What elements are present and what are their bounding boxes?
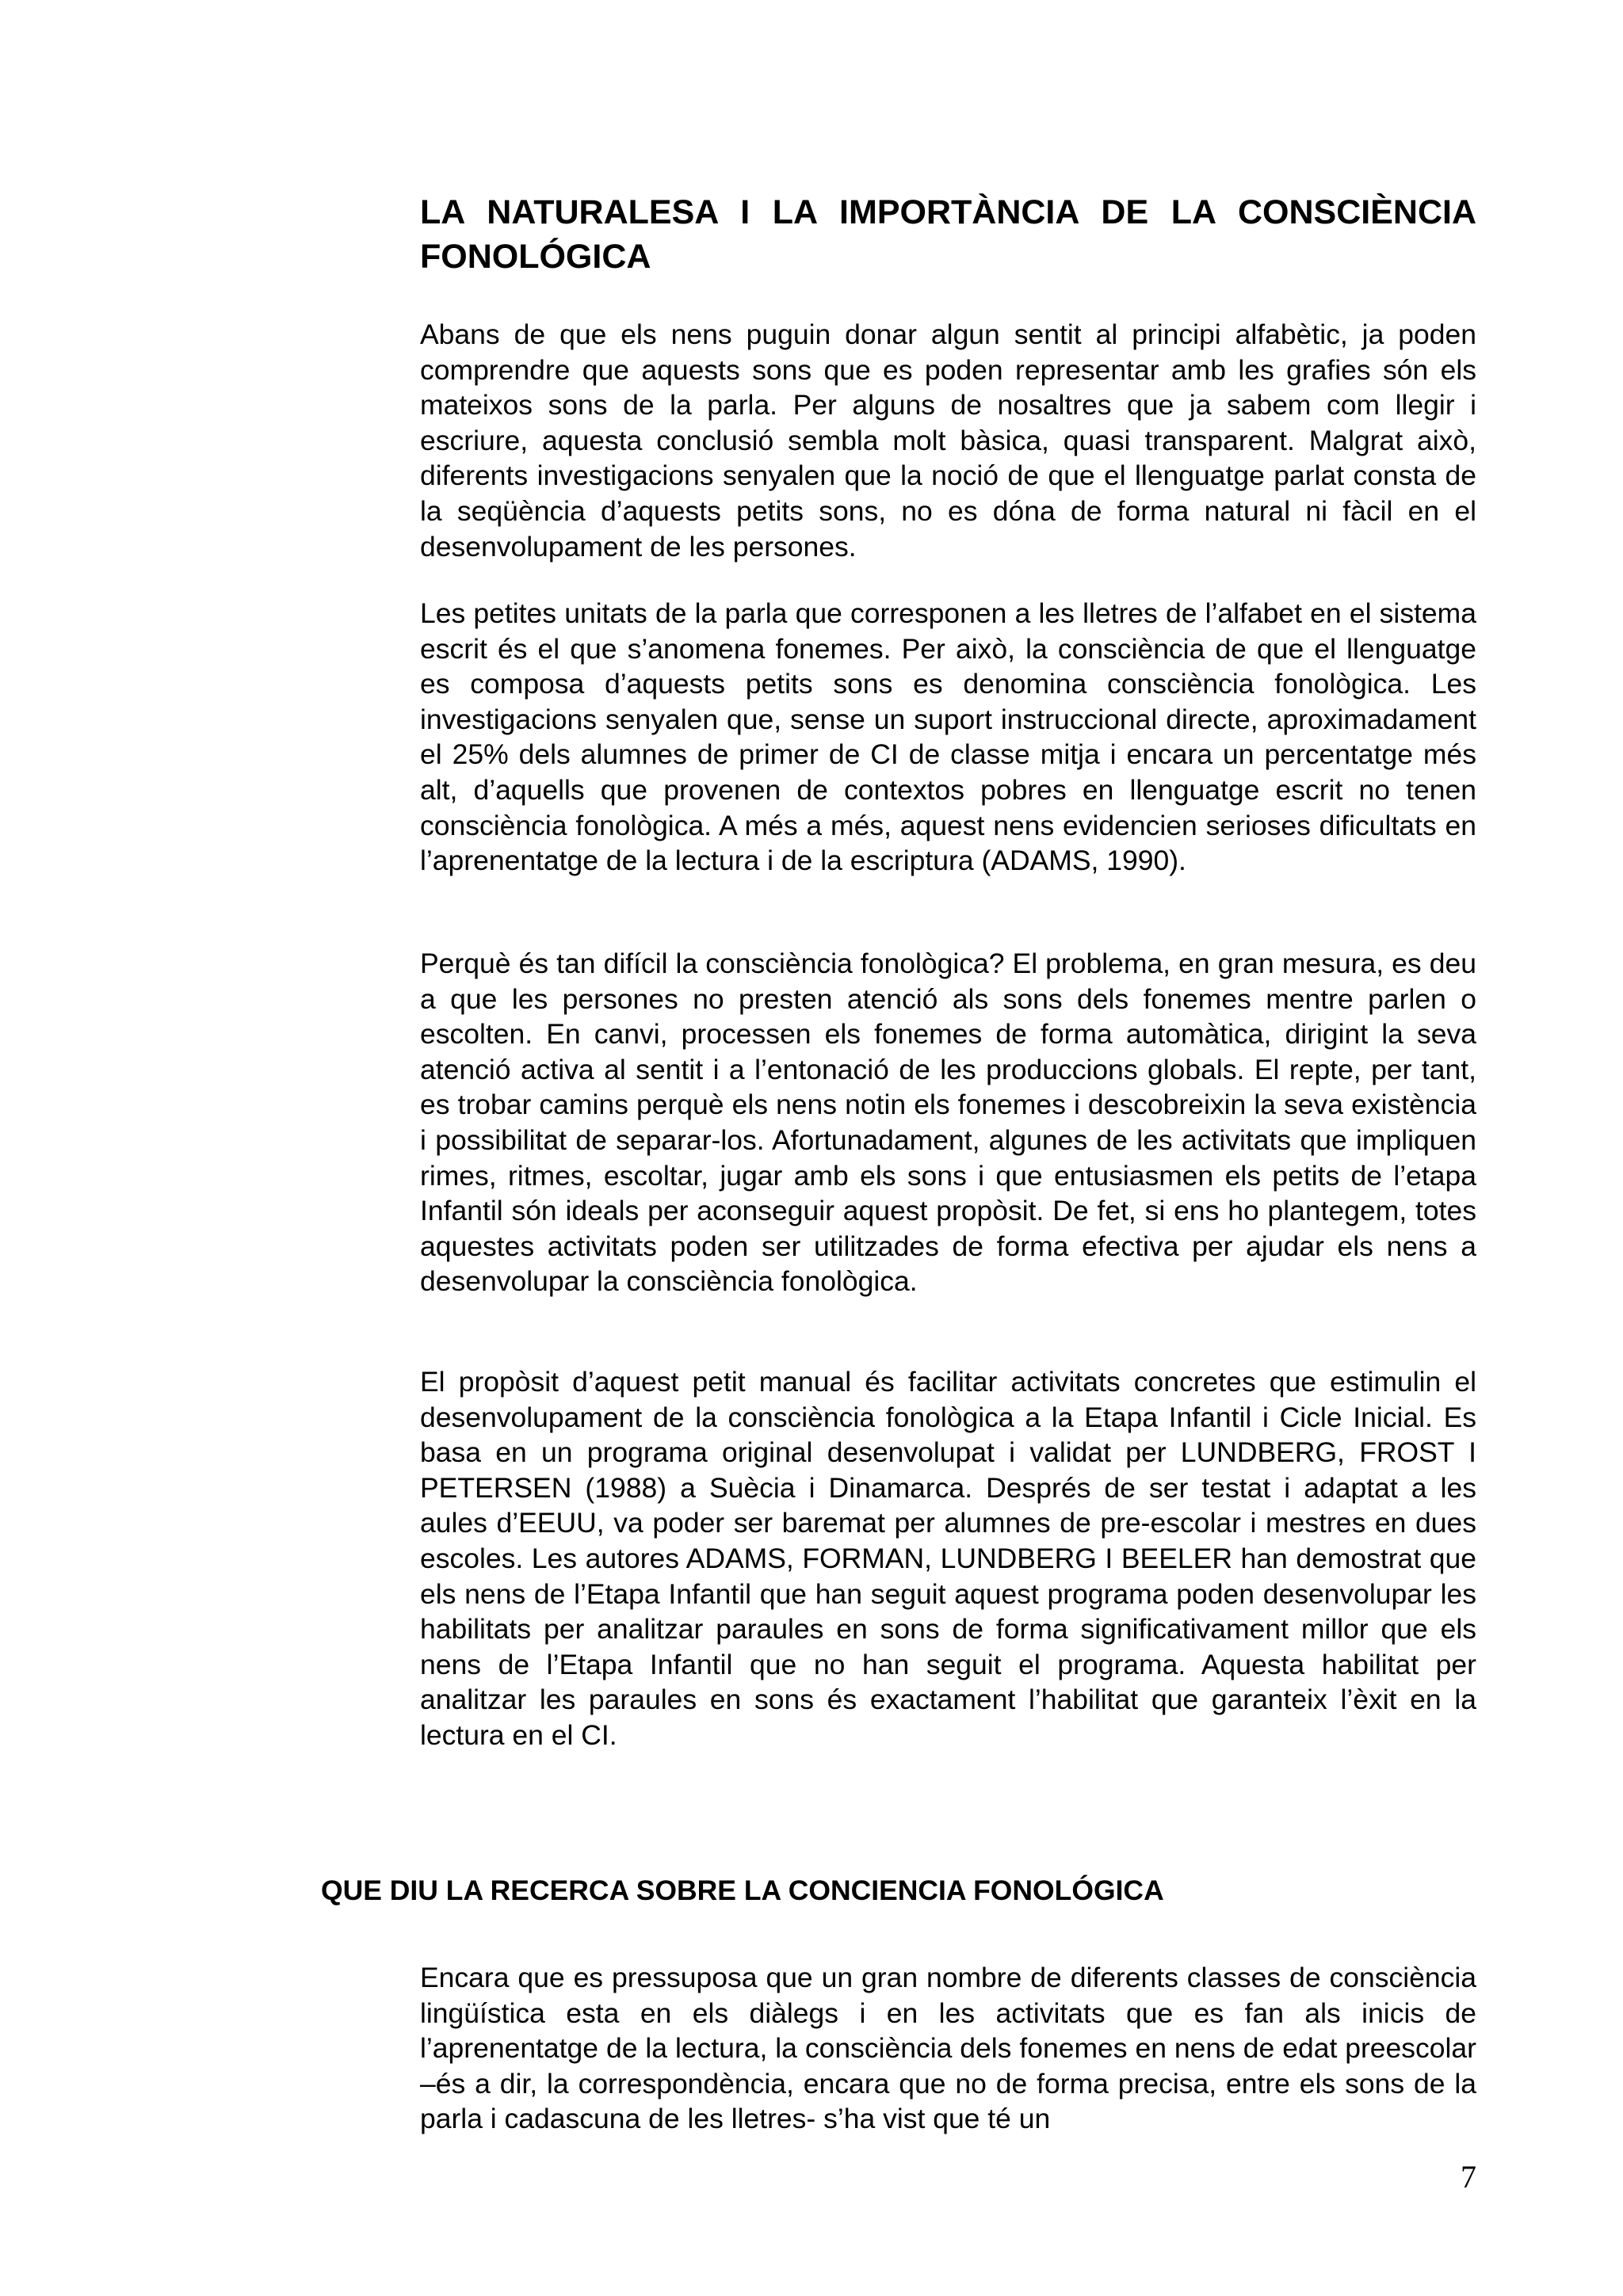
section-heading: QUE DIU LA RECERCA SOBRE LA CONCIENCIA FONOLÓGICA bbox=[321, 1875, 1164, 1906]
page-number: 7 bbox=[1461, 2159, 1476, 2195]
section-paragraph-1: Encara que es pressuposa que un gran nombre de diferents classes de consciència lingüística esta en els diàlegs i en les activitats que es fan als inicis de l’aprenentatge de la lectura, la consciència dels fonemes en nens de edat preescolar –és a dir, la correspondència, encara que no de forma precisa, entre els sons de la parla i cadascuna de les lletres- s’ha vist que té un bbox=[420, 1962, 1476, 2135]
paragraph-3: Perquè és tan difícil la consciència fonològica? El problema, en gran mesura, es deu a que les persones no presten atenció als sons dels fonemes mentre parlen o escolten. En canvi, processen els fonemes de forma automàtica, dirigint la seva atenció activa al sentit i a l’entonació de les produccions globals. El repte, per tant, es trobar camins perquè els nens notin els fonemes i descobreixin la seva existència i possibilitat de separar-los. Afortunadament, algunes de les activitats que impliquen rimes, ritmes, escoltar, jugar amb els sons i que entusiasmen els petits de l’etapa Infantil són ideals per aconseguir aquest propòsit. De fet, si ens ho plantegem, totes aquestes activitats poden ser utilitzades de forma efectiva per ajudar els nens a desenvolupar la consciència fonològica. bbox=[420, 948, 1476, 1298]
paragraph-4: El propòsit d’aquest petit manual és facilitar activitats concretes que estimulin el desenvolupament de la consciència fonològica a la Etapa Infantil i Cicle Inicial. Es basa en un programa original desenvolupat i validat per LUNDBERG, FROST I PETERSEN (1988) a Suècia i Dinamarca. Després de ser testat i adaptat a les aules d’EEUU, va poder ser baremat per alumnes de pre-escolar i mestres en dues escoles. Les autores ADAMS, FORMAN, LUNDBERG I BEELER han demostrat que els nens de l’Etapa Infantil que han seguit aquest programa poden desenvolupar les habilitats per analitzar paraules en sons de forma significativament millor que els nens de l’Etapa Infantil que no han seguit el programa. Aquesta habilitat per analitzar les paraules en sons és exactament l’habilitat que garanteix l’èxit en la lectura en el CI. bbox=[420, 1366, 1476, 1751]
paragraph-2: Les petites unitats de la parla que corresponen a les lletres de l’alfabet en el sistema escrit és el que s’anomena fonemes. Per això, la consciència de que el llenguatge es composa d’aquests petits sons es denomina consciència fonològica. Les investigacions senyalen que, sense un suport instruccional directe, aproximadament el 25% dels alumnes de primer de CI de classe mitja i encara un percentatge més alt, d’aquells que provenen de contextos pobres en llenguatge escrit no tenen consciència fonològica. A més a més, aquest nens evidencien serioses dificultats en l’aprenentatge de la lectura i de la escriptura (ADAMS, 1990). bbox=[420, 597, 1476, 877]
page-title: LA NATURALESA I LA IMPORTÀNCIA DE LA CONSCIÈNCIA FONOLÓGICA bbox=[420, 193, 1476, 276]
paragraph-1: Abans de que els nens puguin donar algun sentit al principi alfabètic, ja poden comprendre que aquests sons que es poden representar amb les grafies són els mateixos sons de la parla. Per alguns de nosaltres que ja sabem com llegir i escriure, aquesta conclusió sembla molt bàsica, quasi transparent. Malgrat això, diferents investigacions senyalen que la noció de que el llenguatge parlat consta de la seqüència d’aquests petits sons, no es dóna de forma natural ni fàcil en el desenvolupament de les persones. bbox=[420, 318, 1476, 563]
